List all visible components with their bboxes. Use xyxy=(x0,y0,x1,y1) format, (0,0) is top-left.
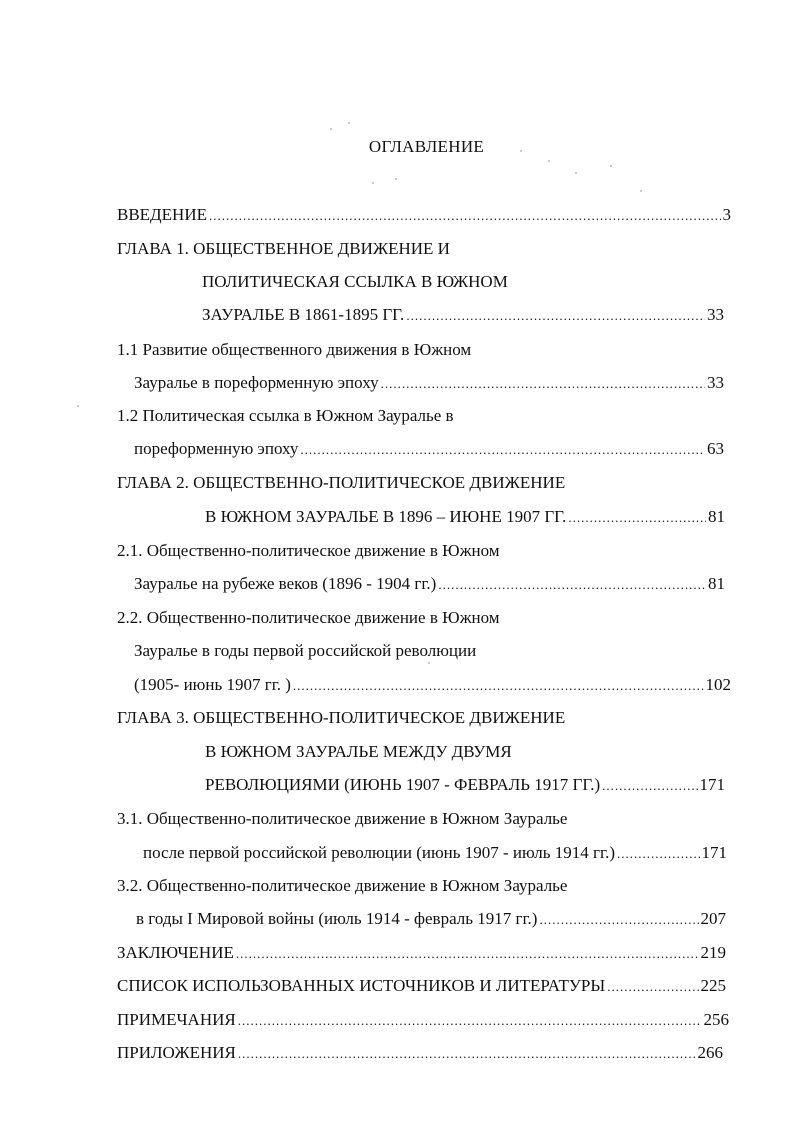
dot-leader xyxy=(617,843,700,865)
dot-leader xyxy=(602,775,697,797)
dot-leader xyxy=(238,1043,696,1065)
dot-leader xyxy=(236,943,699,965)
toc-entry-section-2-1[interactable] xyxy=(134,573,725,596)
toc-chapter-3-line1[interactable]: ГЛАВА 3. ОБЩЕСТВЕННО-ПОЛИТИЧЕСКОЕ ДВИЖЕНИЕ xyxy=(117,708,566,727)
toc-page-number: 33 xyxy=(707,305,724,324)
dot-leader xyxy=(300,439,705,461)
toc-label: после первой российской революции (июнь 1907 - июль 1914 гг.) xyxy=(143,843,615,862)
toc-page-number: 171 xyxy=(699,775,725,794)
dot-leader xyxy=(607,976,698,998)
toc-page-number: 33 xyxy=(707,373,724,392)
dot-leader xyxy=(438,574,706,596)
toc-page-number: 266 xyxy=(697,1043,723,1062)
toc-page-number: 81 xyxy=(708,507,725,526)
scan-speck xyxy=(77,405,79,407)
toc-label: ВВЕДЕНИЕ xyxy=(117,205,207,224)
toc-entry-conclusion[interactable] xyxy=(117,942,726,965)
toc-label: РЕВОЛЮЦИЯМИ (ИЮНЬ 1907 - ФЕВРАЛЬ 1917 ГГ.) xyxy=(205,775,601,794)
scan-speck xyxy=(640,190,642,192)
toc-entry-notes[interactable] xyxy=(117,1009,729,1032)
dot-leader xyxy=(238,1010,702,1032)
scan-speck xyxy=(575,172,577,174)
toc-page-number: 81 xyxy=(708,574,725,593)
toc-section-2-1-line1[interactable]: 2.1. Общественно-политическое движение в Южном xyxy=(117,541,500,560)
scan-speck xyxy=(548,160,550,162)
toc-page-number: 225 xyxy=(700,976,726,995)
scan-speck xyxy=(395,178,397,180)
toc-label: ПРИМЕЧАНИЯ xyxy=(117,1010,236,1029)
toc-entry-section-1-1[interactable] xyxy=(134,372,724,395)
dot-leader xyxy=(209,205,721,227)
toc-section-2-2-line1[interactable]: 2.2. Общественно-политическое движение в Южном xyxy=(117,608,500,627)
toc-section-3-2-line1[interactable]: 3.2. Общественно-политическое движение в Южном Зауралье xyxy=(117,876,568,895)
toc-label: ЗАУРАЛЬЕ В 1861-1895 ГГ. xyxy=(202,305,405,324)
scan-speck xyxy=(610,165,612,167)
toc-entry-sources[interactable] xyxy=(117,975,726,998)
scan-speck xyxy=(372,182,374,184)
toc-label: Зауралье на рубеже веков (1896 - 1904 гг.) xyxy=(134,574,437,593)
toc-entry-section-1-2[interactable] xyxy=(134,438,724,461)
toc-label: пореформенную эпоху xyxy=(134,439,299,458)
toc-label: Зауралье в пореформенную эпоху xyxy=(134,373,379,392)
toc-section-1-2-line1[interactable]: 1.2 Политическая ссылка в Южном Зауралье в xyxy=(117,406,454,425)
toc-label: в годы I Мировой войны (июль 1914 - февраль 1917 гг.) xyxy=(136,909,538,928)
toc-chapter-2-line1[interactable]: ГЛАВА 2. ОБЩЕСТВЕННО-ПОЛИТИЧЕСКОЕ ДВИЖЕНИЕ xyxy=(117,473,566,492)
toc-page-number: 102 xyxy=(705,675,731,694)
dot-leader xyxy=(539,909,698,931)
page-title: ОГЛАВЛЕНИЕ xyxy=(368,137,485,156)
toc-entry-appendix[interactable] xyxy=(117,1042,723,1065)
toc-entry-chapter-2[interactable] xyxy=(205,506,725,529)
toc-entry-intro[interactable] xyxy=(117,204,731,227)
toc-chapter-1-line1[interactable]: ГЛАВА 1. ОБЩЕСТВЕННОЕ ДВИЖЕНИЕ И xyxy=(117,239,450,258)
dot-leader xyxy=(568,507,706,529)
toc-page-number: 63 xyxy=(707,439,724,458)
toc-label: В ЮЖНОМ ЗАУРАЛЬЕ В 1896 – ИЮНЕ 1907 ГГ. xyxy=(205,507,567,526)
toc-page-number: 207 xyxy=(700,909,726,928)
toc-section-2-2-line2[interactable]: Зауралье в годы первой российской революции xyxy=(134,641,477,660)
dot-leader xyxy=(293,675,704,697)
dot-leader xyxy=(406,305,705,327)
dot-leader xyxy=(381,373,705,395)
toc-label: ЗАКЛЮЧЕНИЕ xyxy=(117,943,234,962)
toc-page-number: 3 xyxy=(722,205,731,224)
scan-speck xyxy=(348,122,350,124)
toc-entry-section-3-1[interactable] xyxy=(143,842,727,865)
toc-entry-chapter-1[interactable] xyxy=(202,304,724,327)
toc-page-number: 219 xyxy=(700,943,726,962)
toc-entry-section-2-2[interactable] xyxy=(134,674,731,697)
toc-label: СПИСОК ИСПОЛЬЗОВАННЫХ ИСТОЧНИКОВ И ЛИТЕРАТУРЫ xyxy=(117,976,606,995)
scan-speck xyxy=(330,128,332,130)
toc-entry-section-3-2[interactable] xyxy=(136,908,726,931)
toc-label: (1905- июнь 1907 гг. ) xyxy=(134,675,291,694)
toc-chapter-3-line2[interactable]: В ЮЖНОМ ЗАУРАЛЬЕ МЕЖДУ ДВУМЯ xyxy=(205,742,512,761)
toc-section-1-1-line1[interactable]: 1.1 Развитие общественного движения в Южном xyxy=(117,340,472,359)
toc-page-number: 256 xyxy=(703,1010,729,1029)
toc-entry-chapter-3[interactable] xyxy=(205,774,725,797)
toc-label: ПРИЛОЖЕНИЯ xyxy=(117,1043,236,1062)
toc-page-number: 171 xyxy=(701,843,727,862)
toc-section-3-1-line1[interactable]: 3.1. Общественно-политическое движение в Южном Зауралье xyxy=(117,809,568,828)
scan-speck xyxy=(428,662,430,664)
toc-chapter-1-line2[interactable]: ПОЛИТИЧЕСКАЯ ССЫЛКА В ЮЖНОМ xyxy=(202,272,508,291)
